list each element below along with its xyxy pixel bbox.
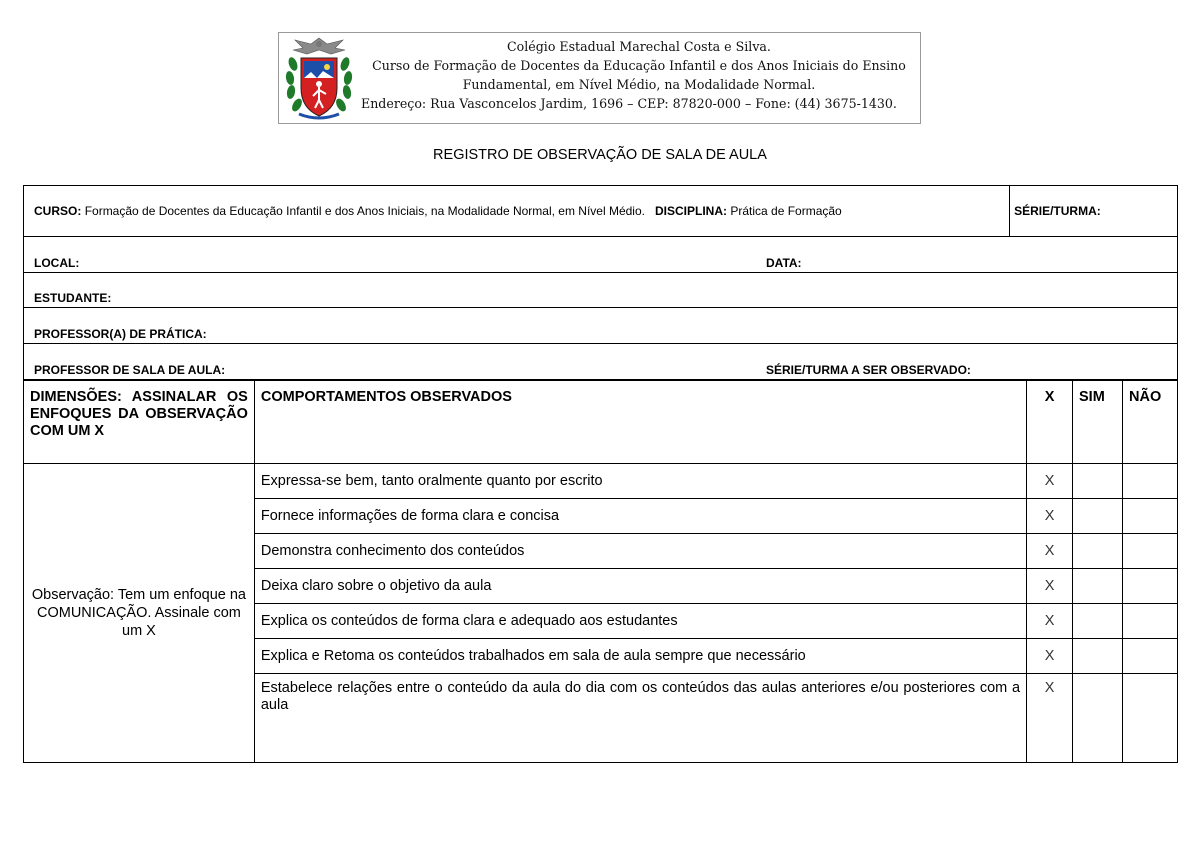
table-row: Fornece informações de forma clara e concisa xyxy=(254,499,1026,534)
sim-header: SIM xyxy=(1073,381,1123,464)
school-header xyxy=(278,32,921,124)
serie-turma-cell[interactable] xyxy=(1010,186,1178,237)
nao-cell[interactable] xyxy=(1123,464,1178,499)
table-row: Explica os conteúdos de forma clara e adequado aos estudantes xyxy=(254,604,1026,639)
professor-sala-label: PROFESSOR DE SALA DE AULA: xyxy=(34,363,226,377)
school-name: Colégio Estadual Marechal Costa e Silva. xyxy=(507,39,771,54)
curso-value: Formação de Docentes da Educação Infantil e dos Anos Iniciais, na Modalidade Normal, em Nível Médio. xyxy=(84,204,645,218)
disciplina-value: Prática de Formação xyxy=(730,204,842,218)
observation-table xyxy=(23,380,1178,763)
estudante-row[interactable] xyxy=(24,273,1178,308)
nao-cell[interactable] xyxy=(1123,674,1178,763)
comportamentos-header: COMPORTAMENTOS OBSERVADOS xyxy=(254,381,1026,464)
sim-cell[interactable] xyxy=(1073,499,1123,534)
school-course-line: Curso de Formação de Docentes da Educação Infantil e dos Anos Iniciais do Ensino xyxy=(372,58,906,73)
disciplina-label: DISCIPLINA: xyxy=(655,204,727,218)
curso-label: CURSO: xyxy=(34,204,82,218)
dimensoes-header: DIMENSÕES: ASSINALAR OS ENFOQUES DA OBSERVAÇÃO COM UM X xyxy=(24,381,255,464)
sim-cell[interactable] xyxy=(1073,604,1123,639)
parana-coat-of-arms-icon xyxy=(281,34,357,122)
nao-header: NÃO xyxy=(1123,381,1178,464)
nao-cell[interactable] xyxy=(1123,499,1178,534)
table-row: Deixa claro sobre o objetivo da aula xyxy=(254,569,1026,604)
sim-cell[interactable] xyxy=(1073,569,1123,604)
x-mark[interactable]: X xyxy=(1027,499,1073,534)
nao-cell[interactable] xyxy=(1123,604,1178,639)
local-data-row[interactable] xyxy=(24,237,1178,273)
x-mark[interactable]: X xyxy=(1027,464,1073,499)
sim-cell[interactable] xyxy=(1073,674,1123,763)
table-row: Estabelece relações entre o conteúdo da aula do dia com os conteúdos das aulas anteriores e/ou posteriores com a aula xyxy=(254,674,1026,763)
x-mark[interactable]: X xyxy=(1027,534,1073,569)
professor-pratica-row[interactable] xyxy=(24,308,1178,344)
focus-comunicacao-cell: Observação: Tem um enfoque na COMUNICAÇÃO. Assinale com um X xyxy=(24,464,255,763)
x-mark[interactable]: X xyxy=(1027,604,1073,639)
sim-cell[interactable] xyxy=(1073,464,1123,499)
professor-sala-row[interactable] xyxy=(24,344,1178,380)
table-row: Demonstra conhecimento dos conteúdos xyxy=(254,534,1026,569)
data-label: DATA: xyxy=(766,256,802,270)
table-row: Explica e Retoma os conteúdos trabalhados em sala de aula sempre que necessário xyxy=(254,639,1026,674)
table-row: Expressa-se bem, tanto oralmente quanto por escrito xyxy=(254,464,1026,499)
nao-cell[interactable] xyxy=(1123,534,1178,569)
x-mark[interactable]: X xyxy=(1027,569,1073,604)
school-address: Endereço: Rua Vasconcelos Jardim, 1696 – CEP: 87820-000 – Fone: (44) 3675-1430. xyxy=(361,96,897,111)
sim-cell[interactable] xyxy=(1073,534,1123,569)
x-mark[interactable]: X xyxy=(1027,639,1073,674)
estudante-label: ESTUDANTE: xyxy=(34,291,112,305)
nao-cell[interactable] xyxy=(1123,569,1178,604)
local-label: LOCAL: xyxy=(34,256,80,270)
x-header: X xyxy=(1027,381,1073,464)
school-level-line: Fundamental, em Nível Médio, na Modalidade Normal. xyxy=(462,77,816,92)
info-table xyxy=(23,185,1178,380)
page-title: REGISTRO DE OBSERVAÇÃO DE SALA DE AULA xyxy=(433,147,767,163)
professor-pratica-label: PROFESSOR(A) DE PRÁTICA: xyxy=(34,327,207,341)
serie-turma-label: SÉRIE/TURMA: xyxy=(1014,204,1101,218)
curso-cell xyxy=(24,186,1010,237)
sim-cell[interactable] xyxy=(1073,639,1123,674)
serie-observado-label: SÉRIE/TURMA A SER OBSERVADO: xyxy=(766,363,971,377)
nao-cell[interactable] xyxy=(1123,639,1178,674)
x-mark[interactable]: X xyxy=(1027,674,1073,763)
